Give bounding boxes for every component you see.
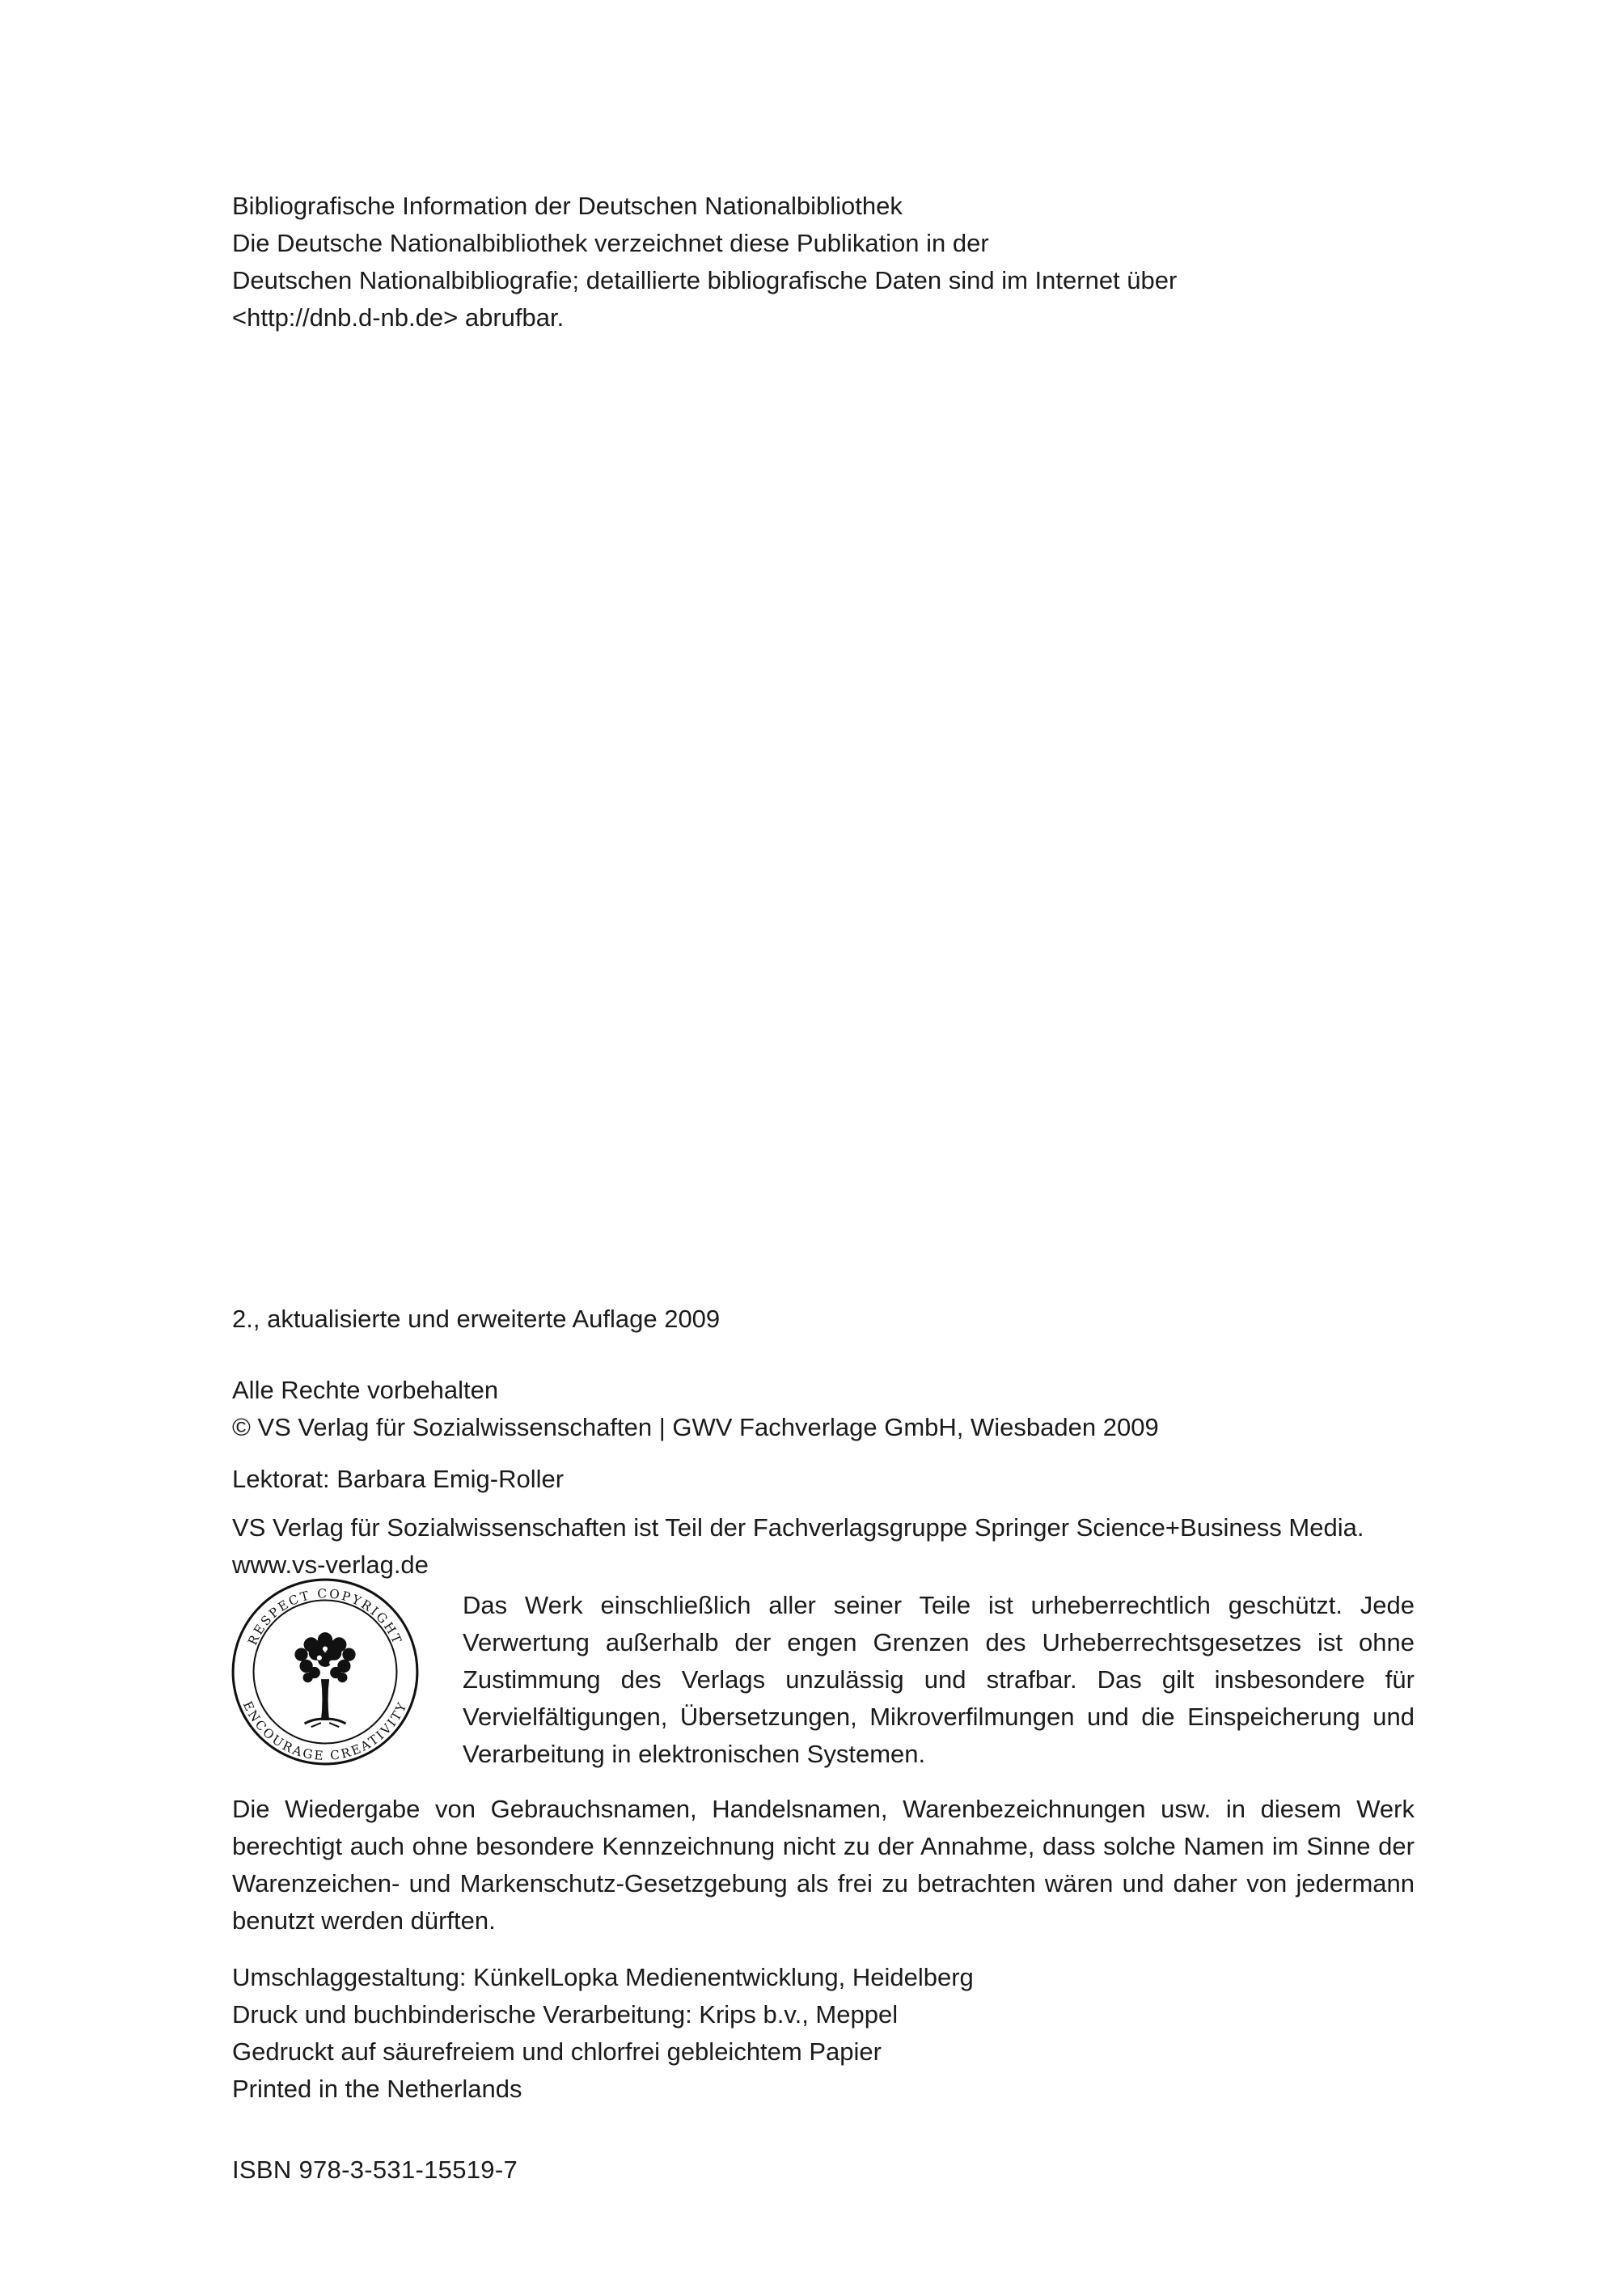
rights-statement: [232, 1372, 1415, 1446]
paper-line: Gedruckt auf säurefreiem und chlorfrei gebleichtem Papier: [232, 2037, 882, 2066]
cover-design-line: Umschlaggestaltung: KünkelLopka Medienentwicklung, Heidelberg: [232, 1963, 974, 1991]
copyright-line: © VS Verlag für Sozialwissenschaften | GWV Fachverlage GmbH, Wiesbaden 2009: [232, 1413, 1159, 1441]
bib-line-url: <http://dnb.d-nb.de> abrufbar.: [232, 303, 565, 332]
publisher-info: [232, 1509, 1415, 1584]
printed-in-line: Printed in the Netherlands: [232, 2075, 522, 2103]
bib-line: Deutschen Nationalbibliografie; detaillierte bibliografische Daten sind im Internet über: [232, 266, 1178, 294]
lektorat-line: Lektorat: Barbara Emig-Roller: [232, 1465, 565, 1493]
rights-line: Alle Rechte vorbehalten: [232, 1376, 499, 1404]
publisher-url: www.vs-verlag.de: [232, 1551, 429, 1579]
stamp-top-textpath: RESPECT COPYRIGHT: [245, 1586, 405, 1648]
copyright-notice: Das Werk einschließlich aller seiner Teile ist urheberrechtlich geschützt. Jede Verwertung außerhalb der engen Grenzen des Urheberrechtsgesetzes ist ohne Zustimmung des Verlags unzulässig und strafbar. Das gilt insbesondere für Vervielfältigungen, Übersetzungen, Mikroverfilmungen und die Einspeicherung und Verarbeitung in elektronischen Systemen.: [463, 1591, 1415, 1768]
isbn: [232, 2151, 1415, 2189]
edition-line: 2., aktualisierte und erweiterte Auflage 2009: [232, 1305, 721, 1333]
bib-line: Bibliografische Information der Deutschen Nationalbibliothek: [232, 192, 903, 220]
respect-copyright-stamp: [229, 1576, 421, 1768]
bib-line: Die Deutsche Nationalbibliothek verzeichnet diese Publikation in der: [232, 229, 989, 257]
isbn-line: ISBN 978-3-531-15519-7: [232, 2156, 518, 2184]
copyright-tree-icon: [229, 1576, 421, 1768]
printing-line: Druck und buchbinderische Verarbeitung: Krips b.v., Meppel: [232, 2000, 899, 2029]
tree-glyph: [294, 1632, 355, 1727]
bibliographic-info: [232, 188, 1415, 336]
trademark-notice: Die Wiedergabe von Gebrauchsnamen, Handelsnamen, Warenbezeichnungen usw. in diesem Werk berechtigt auch ohne besondere Kennzeichnung nicht zu der Annahme, dass solche Namen im Sinne der Warenzeichen- und Markenschutz-Gesetzgebung als frei zu betrachten wären und daher von jedermann benutzt werden dürften.: [232, 1795, 1415, 1935]
publisher-line: VS Verlag für Sozialwissenschaften ist Teil der Fachverlagsgruppe Springer Science+Business Media.: [232, 1513, 1364, 1542]
production-info: [232, 1959, 1415, 2108]
stamp-bottom-textpath: ENCOURAGE CREATIVITY: [239, 1699, 411, 1764]
lektorat-note: [232, 1461, 1415, 1498]
edition-note: [232, 1301, 1415, 1338]
